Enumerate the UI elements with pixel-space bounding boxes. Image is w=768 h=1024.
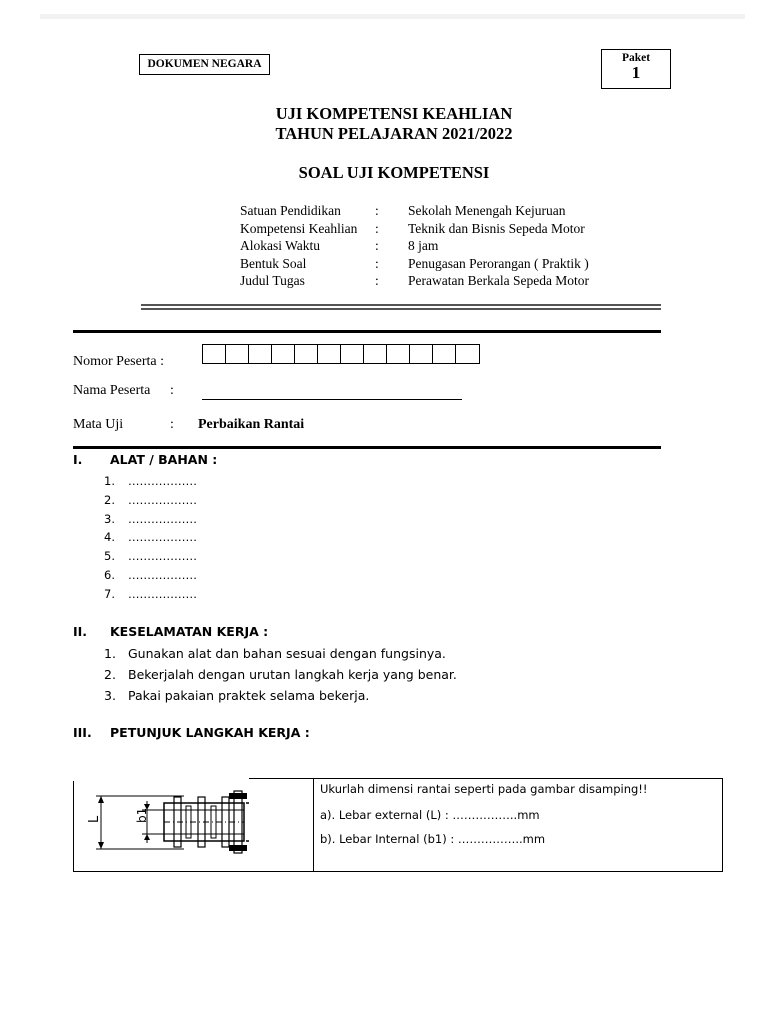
digit-box[interactable]: [433, 345, 456, 363]
info-colon: :: [375, 255, 379, 271]
section-2-title: KESELAMATAN KERJA :: [110, 624, 269, 639]
nomor-peserta-boxes[interactable]: [202, 344, 480, 364]
info-value: Teknik dan Bisnis Sepeda Motor: [408, 220, 585, 236]
info-row: [240, 237, 589, 255]
list-number: 3.: [104, 511, 115, 526]
digit-box[interactable]: [295, 345, 318, 363]
exam-subtitle: SOAL UJI KOMPETENSI: [298, 163, 490, 182]
info-value: Perawatan Berkala Sepeda Motor: [408, 273, 590, 288]
task-instructions: [320, 781, 648, 851]
info-value: 8 jam: [408, 238, 439, 253]
mata-uji-label: Mata Uji: [73, 417, 124, 432]
list-text: ………………: [128, 586, 197, 601]
header-divider-top: [141, 304, 661, 306]
digit-box[interactable]: [341, 345, 364, 363]
digit-box[interactable]: [226, 345, 249, 363]
list-item: [104, 685, 457, 706]
digit-box[interactable]: [387, 345, 410, 363]
info-row: [240, 255, 589, 273]
exam-title: UJI KOMPETENSI KEAHLIAN: [275, 104, 513, 123]
list-number: 3.: [104, 688, 116, 703]
page-top-edge: [40, 14, 745, 19]
form-divider-bottom: [73, 446, 661, 449]
digit-box[interactable]: [410, 345, 433, 363]
list-text: ………………: [128, 549, 197, 564]
digit-box[interactable]: [456, 345, 479, 363]
info-colon: :: [375, 203, 379, 218]
list-text: ………………: [128, 492, 197, 507]
section-1-number: I.: [73, 452, 83, 467]
digit-box[interactable]: [272, 345, 295, 363]
paket-label: Paket: [621, 52, 651, 64]
digit-box[interactable]: [318, 345, 341, 363]
list-text: Bekerjalah dengan urutan langkah kerja yang benar.: [128, 667, 457, 682]
header-divider-bottom: [141, 308, 661, 310]
list-text: ………………: [128, 474, 197, 488]
nomor-peserta-label: Nomor Peserta :: [73, 354, 164, 369]
list-item: [104, 472, 197, 491]
info-value: Penugasan Perorangan ( Praktik ): [408, 255, 589, 271]
chain-diagram-cell: [74, 779, 314, 871]
info-row: [240, 202, 589, 220]
alat-bahan-list: [104, 472, 197, 604]
digit-box[interactable]: [249, 345, 272, 363]
info-key: Alokasi Waktu: [240, 238, 321, 253]
digit-box[interactable]: [364, 345, 387, 363]
list-number: 1.: [104, 474, 115, 488]
info-colon: :: [375, 238, 379, 253]
list-item: [104, 491, 197, 510]
dim-label-l: L: [87, 815, 102, 823]
info-colon: :: [375, 273, 379, 288]
list-item: [104, 528, 197, 547]
task-table: [73, 778, 723, 872]
mata-uji-value: Perbaikan Rantai: [198, 417, 305, 432]
form-divider-top: [73, 330, 661, 333]
section-2-number: II.: [73, 624, 88, 639]
info-key: Satuan Pendidikan: [240, 203, 341, 218]
info-key: Kompetensi Keahlian: [240, 220, 358, 236]
list-number: 6.: [104, 567, 115, 582]
list-item: [104, 566, 197, 585]
info-row: [240, 272, 589, 290]
list-item: [104, 664, 457, 685]
measure-external-width[interactable]: a). Lebar external (L) : ……………..mm: [320, 808, 540, 822]
nama-peserta-label: Nama Peserta: [73, 383, 151, 398]
section-3-title: PETUNJUK LANGKAH KERJA :: [110, 725, 310, 740]
exam-info-table: [240, 202, 589, 290]
nama-peserta-field[interactable]: [202, 399, 462, 400]
list-text: Pakai pakaian praktek selama bekerja.: [128, 688, 370, 703]
list-number: 5.: [104, 549, 115, 564]
digit-box[interactable]: [203, 345, 226, 363]
list-item: [104, 510, 197, 529]
list-item: [104, 643, 457, 664]
info-value: Sekolah Menengah Kejuruan: [408, 203, 566, 218]
info-key: Judul Tugas: [240, 273, 305, 288]
list-number: 2.: [104, 667, 116, 682]
paket-box: [601, 49, 671, 89]
paket-number: 1: [631, 63, 641, 82]
list-number: 7.: [104, 586, 115, 601]
list-number: 4.: [104, 530, 115, 545]
info-row: [240, 220, 589, 238]
academic-year: TAHUN PELAJARAN 2021/2022: [275, 124, 513, 143]
list-text: ………………: [128, 511, 197, 526]
nama-peserta-colon: :: [170, 383, 174, 398]
dim-label-b1: b1: [135, 807, 149, 823]
list-text: Gunakan alat dan bahan sesuai dengan fungsinya.: [128, 646, 446, 661]
section-3-number: III.: [73, 725, 92, 740]
list-item: [104, 547, 197, 566]
list-number: 2.: [104, 492, 115, 507]
list-number: 1.: [104, 646, 116, 661]
task-instruction: Ukurlah dimensi rantai seperti pada gambar disamping!!: [320, 782, 648, 796]
list-item: [104, 585, 197, 604]
info-colon: :: [375, 220, 379, 236]
mata-uji-colon: :: [170, 417, 174, 432]
measure-internal-width[interactable]: b). Lebar Internal (b1) : ……………..mm: [320, 832, 546, 846]
section-1-title: ALAT / BAHAN :: [110, 452, 218, 467]
list-text: ………………: [128, 567, 197, 582]
keselamatan-list: [104, 643, 457, 706]
info-key: Bentuk Soal: [240, 255, 307, 271]
list-text: ………………: [128, 530, 197, 545]
document-classification-label: DOKUMEN NEGARA: [139, 54, 270, 75]
chain-diagram: [74, 779, 312, 871]
